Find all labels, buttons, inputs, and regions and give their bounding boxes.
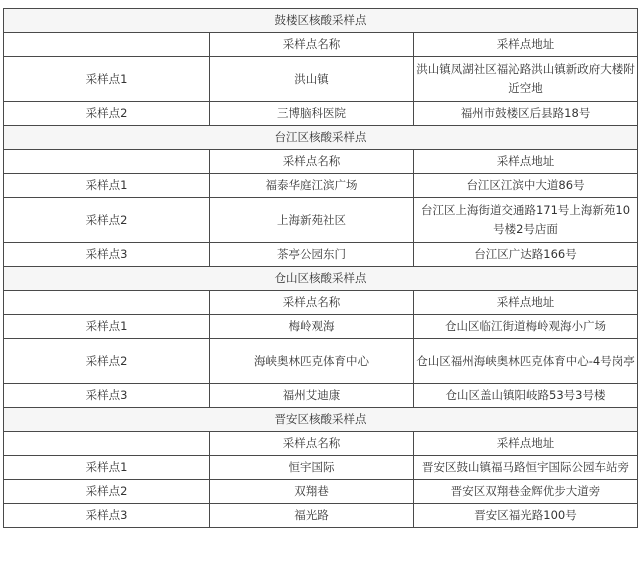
site-name-cell: 福光路	[210, 504, 414, 528]
table-row	[4, 174, 638, 198]
site-address-cell: 台江区江滨中大道86号	[414, 174, 638, 198]
site-label-cell: 采样点2	[4, 102, 210, 126]
site-label-cell: 采样点3	[4, 384, 210, 408]
header-row	[4, 33, 638, 57]
header-empty-cell	[4, 432, 210, 456]
site-name-cell: 海峡奥林匹克体育中心	[210, 339, 414, 384]
site-address-cell: 晋安区福光路100号	[414, 504, 638, 528]
sampling-sites-table	[3, 8, 638, 528]
table-row	[4, 504, 638, 528]
header-name-cell: 采样点名称	[210, 150, 414, 174]
site-name-cell: 福泰华庭江滨广场	[210, 174, 414, 198]
site-name-cell: 茶亭公园东门	[210, 243, 414, 267]
section-title: 晋安区核酸采样点	[4, 408, 638, 432]
header-address-cell: 采样点地址	[414, 432, 638, 456]
site-label-cell: 采样点2	[4, 480, 210, 504]
section-title-row	[4, 126, 638, 150]
header-address-cell: 采样点地址	[414, 33, 638, 57]
site-address-cell: 晋安区双翔巷金辉优步大道旁	[414, 480, 638, 504]
site-address-cell: 台江区上海街道交通路171号上海新苑10号楼2号店面	[414, 198, 638, 243]
section-title: 仓山区核酸采样点	[4, 267, 638, 291]
section-title-row	[4, 408, 638, 432]
table-row	[4, 456, 638, 480]
site-label-cell: 采样点1	[4, 315, 210, 339]
table-row	[4, 315, 638, 339]
section-title-row	[4, 9, 638, 33]
site-name-cell: 福州艾迪康	[210, 384, 414, 408]
site-label-cell: 采样点2	[4, 339, 210, 384]
site-name-cell: 洪山镇	[210, 57, 414, 102]
header-row	[4, 432, 638, 456]
header-empty-cell	[4, 291, 210, 315]
header-row	[4, 291, 638, 315]
header-address-cell: 采样点地址	[414, 291, 638, 315]
site-address-cell: 仓山区福州海峡奥林匹克体育中心-4号岗亭	[414, 339, 638, 384]
header-empty-cell	[4, 150, 210, 174]
site-name-cell: 三博脑科医院	[210, 102, 414, 126]
site-address-cell: 台江区广达路166号	[414, 243, 638, 267]
site-label-cell: 采样点1	[4, 57, 210, 102]
table-row	[4, 57, 638, 102]
site-address-cell: 仓山区临江街道梅岭观海小广场	[414, 315, 638, 339]
table-row	[4, 480, 638, 504]
site-name-cell: 上海新苑社区	[210, 198, 414, 243]
site-name-cell: 双翔巷	[210, 480, 414, 504]
table-row	[4, 339, 638, 384]
site-label-cell: 采样点3	[4, 504, 210, 528]
table-row	[4, 384, 638, 408]
header-address-cell: 采样点地址	[414, 150, 638, 174]
header-row	[4, 150, 638, 174]
header-name-cell: 采样点名称	[210, 432, 414, 456]
site-label-cell: 采样点1	[4, 174, 210, 198]
section-title: 台江区核酸采样点	[4, 126, 638, 150]
table-row	[4, 243, 638, 267]
header-name-cell: 采样点名称	[210, 291, 414, 315]
site-label-cell: 采样点3	[4, 243, 210, 267]
site-address-cell: 仓山区盖山镇阳岐路53号3号楼	[414, 384, 638, 408]
site-label-cell: 采样点2	[4, 198, 210, 243]
section-title: 鼓楼区核酸采样点	[4, 9, 638, 33]
table-row	[4, 198, 638, 243]
site-name-cell: 恒宇国际	[210, 456, 414, 480]
header-name-cell: 采样点名称	[210, 33, 414, 57]
site-address-cell: 福州市鼓楼区后县路18号	[414, 102, 638, 126]
section-title-row	[4, 267, 638, 291]
site-address-cell: 晋安区鼓山镇福马路恒宇国际公园车站旁	[414, 456, 638, 480]
table-row	[4, 102, 638, 126]
site-address-cell: 洪山镇凤湖社区福沁路洪山镇新政府大楼附近空地	[414, 57, 638, 102]
site-name-cell: 梅岭观海	[210, 315, 414, 339]
site-label-cell: 采样点1	[4, 456, 210, 480]
header-empty-cell	[4, 33, 210, 57]
